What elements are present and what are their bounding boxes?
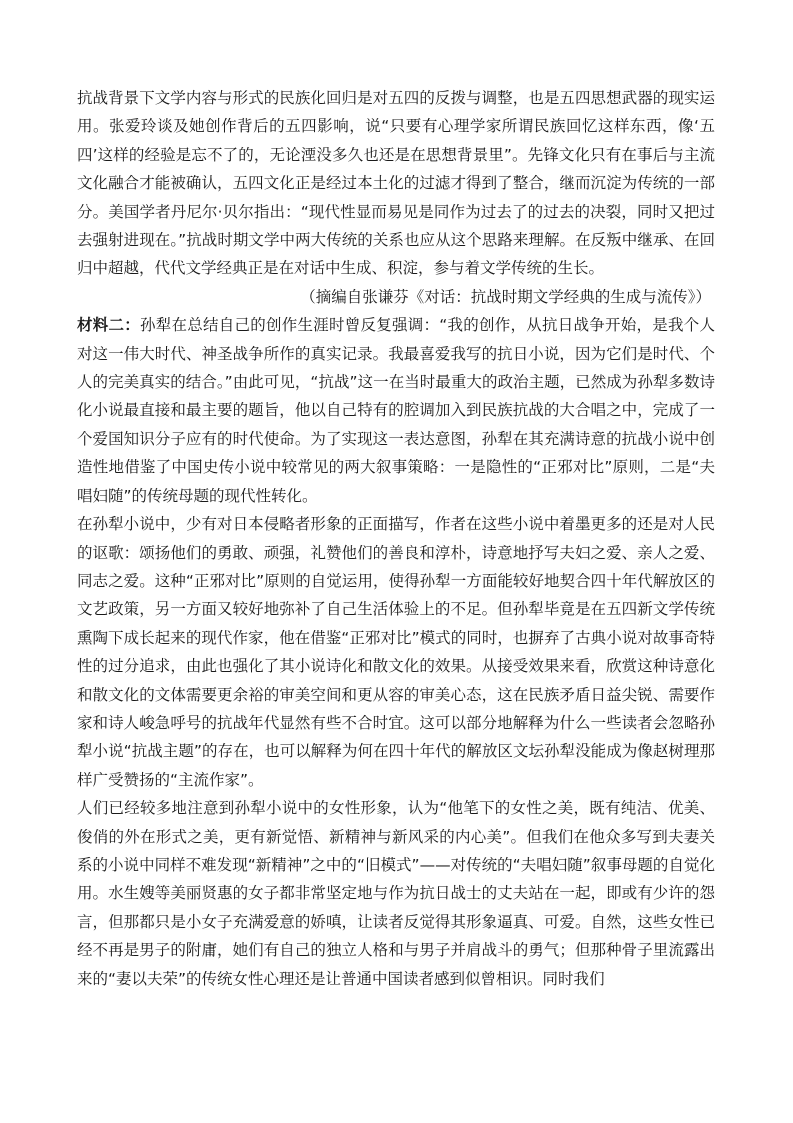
paragraph-1: 抗战背景下文学内容与形式的民族化回归是对五四的反拨与调整，也是五四思想武器的现实运用。张爱玲谈及她创作背后的五四影响，说“只要有心理学家所谓民族回忆这样东西，像‘五四’这样的经验是忘不了的，无论湮没多久也还是在思想背景里”。先锋文化只有在事后与主流文化融合才能被确认，五四文化正是经过本土化的过滤才得到了整合，继而沉淀为传统的一部分。美国学者丹尼尔·贝尔指出：“现代性显而易见是同作为过去了的过去的决裂，同时又把过去强射进现在。”抗战时期文学中两大传统的关系也应从这个思路来理解。在反叛中继承、在回归中超越，代代文学经典正是在对话中生成、积淀，参与着文学传统的生长。 xyxy=(77,89,715,278)
material-2-paragraph xyxy=(77,311,715,510)
paragraph-4: 人们已经较多地注意到孙犁小说中的女性形象，认为“他笔下的女性之美，既有纯洁、优美、俊俏的外在形式之美，更有新觉悟、新精神与新风采的内心美”。但我们在他众多写到夫妻关系的小说中同样不难发现“新精神”之中的“旧模式”——对传统的“夫唱妇随”叙事母题的自觉化用。水生嫂等美丽贤惠的女子都非常坚定地与作为抗日战士的丈夫站在一起，即或有少许的怨言，但那都只是小女子充满爱意的娇嗔，让读者反觉得其形象逼真、可爱。自然，这些女性已经不再是男子的附庸，她们有自己的独立人格和与男子并肩战斗的勇气；但那种骨子里流露出来的“妻以夫荣”的传统女性心理还是让普通中国读者感到似曾相识。同时我们 xyxy=(77,799,715,988)
material-2-text: 孙犁在总结自己的创作生涯时曾反复强调：“我的创作，从抗日战争开始，是我个人对这一伟大时代、神圣战争所作的真实记录。我最喜爱我写的抗日小说，因为它们是时代、个人的完美真实的结合。”由此可见，“抗战”这一在当时最重大的政治主题，已然成为孙犁多数诗化小说最直接和最主要的题旨，他以自己特有的腔调加入到民族抗战的大合唱之中，完成了一个爱国知识分子应有的时代使命。为了实现这一表达意图，孙犁在其充满诗意的抗战小说中创造性地借鉴了中国史传小说中较常见的两大叙事策略：一是隐性的“正邪对比”原则，二是“夫唱妇随”的传统母题的现代性转化。 xyxy=(77,316,715,505)
paragraph-3: 在孙犁小说中，少有对日本侵略者形象的正面描写，作者在这些小说中着墨更多的还是对人民的讴歌：颂扬他们的勇敢、顽强，礼赞他们的善良和淳朴，诗意地抒写夫妇之爱、亲人之爱、同志之爱。这种“正邪对比”原则的自觉运用，使得孙犁一方面能较好地契合四十年代解放区的文艺政策，另一方面又较好地弥补了自己生活体验上的不足。但孙犁毕竟是在五四新文学传统熏陶下成长起来的现代作家，他在借鉴“正邪对比”模式的同时，也摒弃了古典小说对故事奇特性的过分追求，由此也强化了其小说诗化和散文化的效果。从接受效果来看，欣赏这种诗意化和散文化的文体需要更余裕的审美空间和更从容的审美心态，这在民族矛盾日益尖锐、需要作家和诗人峻急呼号的抗战年代显然有些不合时宜。这可以部分地解释为什么一些读者会忽略孙犁小说“抗战主题”的存在，也可以解释为何在四十年代的解放区文坛孙犁没能成为像赵树理那样广受赞扬的“主流作家”。 xyxy=(77,515,715,789)
document-page xyxy=(77,84,715,993)
material-2-label: 材料二： xyxy=(77,316,140,335)
source-attribution: （摘编自张谦芬《对话：抗战时期文学经典的生成与流传》） xyxy=(300,287,711,306)
